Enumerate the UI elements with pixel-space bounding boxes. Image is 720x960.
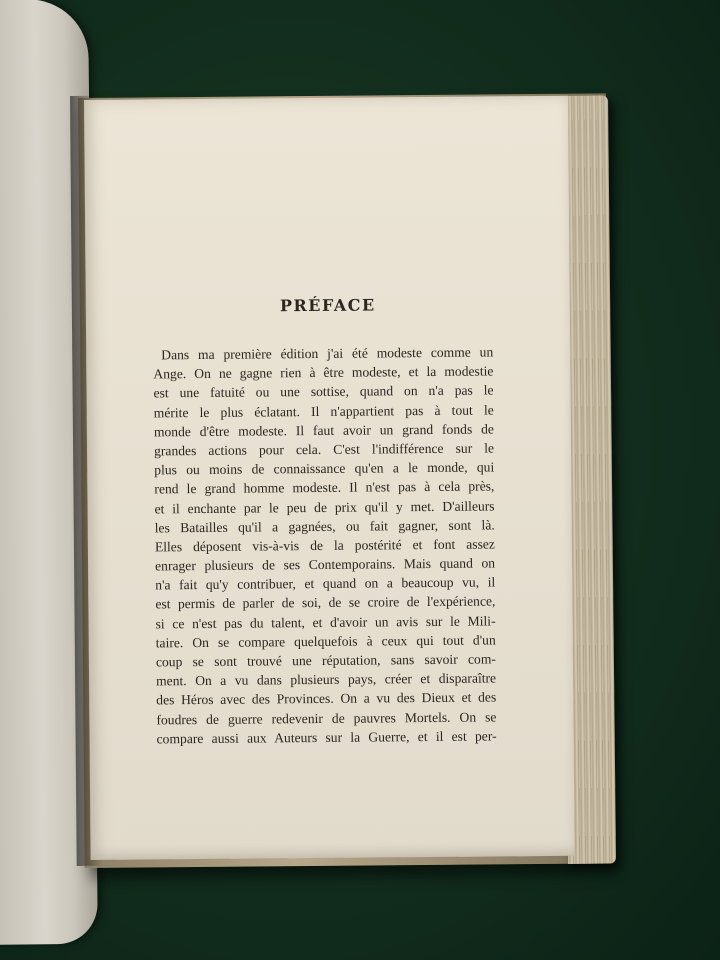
text-line: Dans ma première édition j'ai été modeste comme un (161, 344, 494, 363)
text-line: Ange. On ne gagne rien à être modeste, et la modestie (153, 363, 494, 382)
text-line: grandes actions pour cela. C'est l'indifférence sur le (153, 440, 495, 459)
text-line: foudres de guerre redevenir de pauvres Mortels. On se (156, 708, 497, 727)
text-line: des Héros avec des Provinces. On a vu des Dieux et des (156, 689, 497, 708)
text-line: plus ou moins de connaissance qu'en a le monde, qui (154, 459, 495, 478)
text-line: n'a fait qu'y contribuer, et quand on a beaucoup vu, il (155, 574, 496, 593)
text-line: mérite le plus éclatant. Il n'appartient pas à tout le (153, 401, 494, 420)
text-line: compare aussi aux Auteurs sur la Guerre, et il est per- (156, 728, 497, 747)
text-line: ment. On a vu dans plusieurs pays, créer et disparaître (156, 670, 497, 689)
text-line: rend le grand homme modeste. Il n'est pas à cela près, (154, 478, 495, 497)
body-text (153, 342, 497, 748)
text-line: monde d'être modeste. Il faut avoir un grand fonds de (153, 421, 494, 440)
text-line: et il enchante par le peu de prix qu'il y met. D'ailleurs (154, 497, 495, 516)
text-line: coup se sont trouvé une réputation, sans savoir com- (155, 651, 496, 670)
text-line: enrager plusieurs de ses Contemporains. Mais quand on (155, 555, 496, 574)
text-line: est une fatuité ou une sottise, quand on n'a pas le (153, 382, 494, 401)
text-line: si ce n'est pas du talent, et d'avoir un avis sur le Mili- (155, 613, 496, 632)
text-line: Elles déposent vis-à-vis de la postérité et font assez (154, 536, 495, 555)
text-line: les Batailles qu'il a gagnées, ou fait gagner, sont là. (154, 517, 495, 536)
book-page (84, 96, 575, 860)
text-line: taire. On se compare quelquefois à ceux qui tout d'un (155, 632, 496, 651)
text-line: est permis de parler de soi, de se croire de l'expérience, (155, 593, 496, 612)
page-heading: PRÉFACE (279, 295, 376, 316)
